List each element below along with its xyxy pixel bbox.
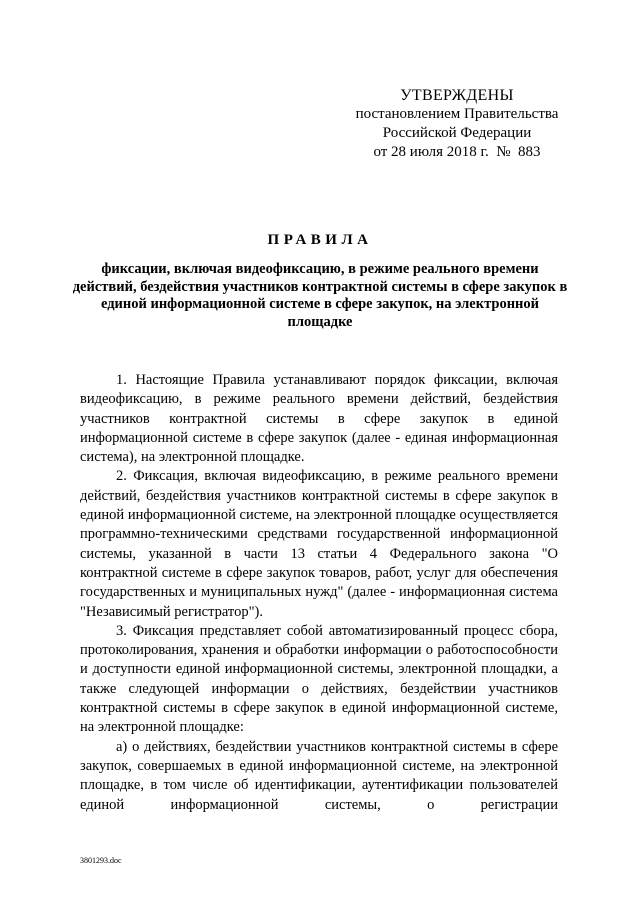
document-subtitle: фиксации, включая видеофиксацию, в режиме реального времени действий, бездействия участников контрактной системы в сфере закупок в единой информационной системе в сфере закупок, на электронной площадке	[72, 261, 568, 330]
approval-line-1: постановлением Правительства	[355, 106, 559, 122]
file-name-footer: 3801293.doc	[80, 856, 122, 865]
approval-date-line: от 28 июля 2018 г. № 883	[373, 144, 541, 160]
paragraph-2: 2. Фиксация, включая видеофиксацию, в режиме реального времени действий, бездействия участников контрактной системы в сфере закупок в единой информационной системе, на электронной площадке осуществляется программно-техническими средствами государственной информационной системы, указанной в части 13 статьи 4 Федерального закона "О контрактной системе в сфере закупок товаров, работ, услуг для обеспечения государственных и муниципальных нужд" (далее - информационная система "Независимый регистратор").	[80, 468, 558, 620]
approved-label: УТВЕРЖДЕНЫ	[400, 87, 514, 104]
paragraph-3a: а) о действиях, бездействии участников контрактной системы в сфере закупок, совершаемых в единой информационной системе, на электронной площадке, в том числе об идентификации, аутентификации пользователей единой информационной системы, о регистрации	[80, 738, 558, 813]
approval-line-2: Российской Федерации	[382, 125, 532, 141]
document-title: ПРАВИЛА	[267, 232, 373, 248]
document-body	[80, 371, 558, 815]
paragraph-1: 1. Настоящие Правила устанавливают порядок фиксации, включая видеофиксацию, в режиме реального времени действий, бездействия участников контрактной системы в сфере закупок в единой информационной системе в сфере закупок (далее - единая информационная система), на электронной площадке.	[80, 372, 558, 466]
approval-stamp	[338, 86, 576, 162]
paragraph-3: 3. Фиксация представляет собой автоматизированный процесс сбора, протоколирования, хранения и обработки информации о работоспособности и доступности единой информационной системы, электронной площадки, а также следующей информации о действиях, бездействии участников контрактной системы в сфере закупок в единой информационной системе, на электронной площадке:	[80, 622, 558, 736]
